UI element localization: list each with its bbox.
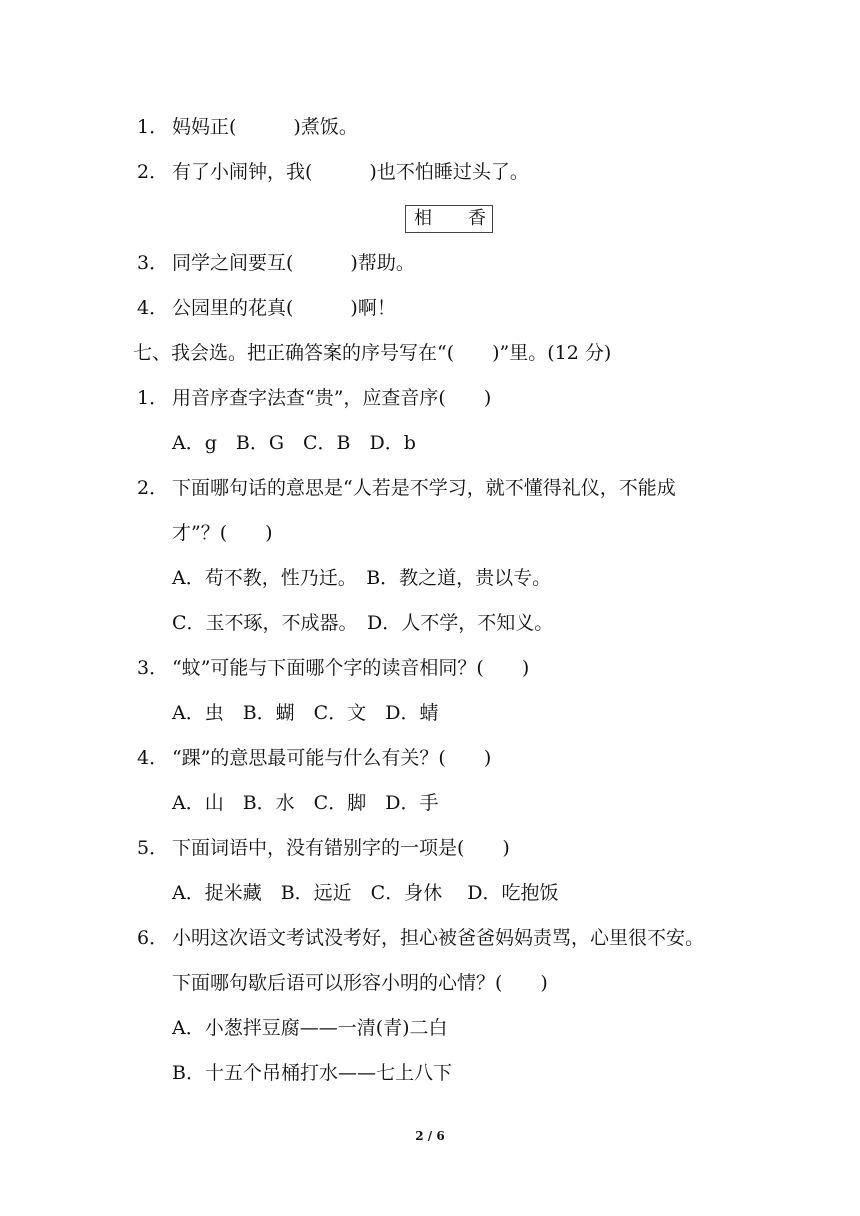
question-text: 小明这次语文考试没考好，担心被爸爸妈妈责骂，心里很不安。 [172,927,705,949]
question-number: 6． [137,927,169,949]
item-number: 3． [137,252,169,274]
item-text: 公园里的花真( )啊！ [172,297,396,319]
section-heading-text: 七、我会选。把正确答案的序号写在“( )”里。(12 分) [133,342,612,364]
question-text: 下面词语中，没有错别字的一项是( ) [172,837,510,859]
item-number: 1． [137,116,169,138]
item-text: 有了小闹钟，我( )也不怕睡过头了。 [172,161,529,183]
item-number: 2． [137,161,169,183]
word-choice-left: 相 [414,208,432,229]
option-line: B．十五个吊桶打水——七上八下 [172,1062,452,1084]
word-choice-box [405,205,493,233]
item-text: 妈妈正( )煮饭。 [172,116,358,138]
word-choice-right: 香 [468,208,486,229]
option-line: A．山 B．水 C．脚 D．手 [172,792,439,814]
page-number: 2 / 6 [415,1129,445,1143]
option-line: A．小葱拌豆腐——一清(青)二白 [172,1017,448,1039]
item-number: 4． [137,297,169,319]
question-number: 1． [137,387,169,409]
question-text: “踝”的意思最可能与什么有关？( ) [172,747,492,769]
question-text: 才”？( ) [172,522,273,544]
option-line: A．虫 B．蝴 C．文 D．蜻 [172,702,439,724]
question-text: 用音序查字法查“贵”，应查音序( ) [172,387,492,409]
question-text: 下面哪句话的意思是“人若是不学习，就不懂得礼仪，不能成 [172,477,676,499]
option-line: C．玉不琢，不成器。 D．人不学，不知义。 [172,612,554,634]
question-number: 4． [137,747,169,769]
question-number: 3． [137,657,169,679]
question-text: “蚊”可能与下面哪个字的读音相同？( ) [172,657,530,679]
question-text: 下面哪句歇后语可以形容小明的心情？( ) [172,972,548,994]
item-text: 同学之间要互( )帮助。 [172,252,415,274]
question-number: 2． [137,477,169,499]
option-line: A．苟不教，性乃迁。 B．教之道，贵以专。 [172,567,552,589]
option-line: A．捉米藏 B．远近 C．身休 D．吃抱饭 [172,882,559,904]
question-number: 5． [137,837,169,859]
option-line: A．g B．G C．B D．b [172,432,416,454]
